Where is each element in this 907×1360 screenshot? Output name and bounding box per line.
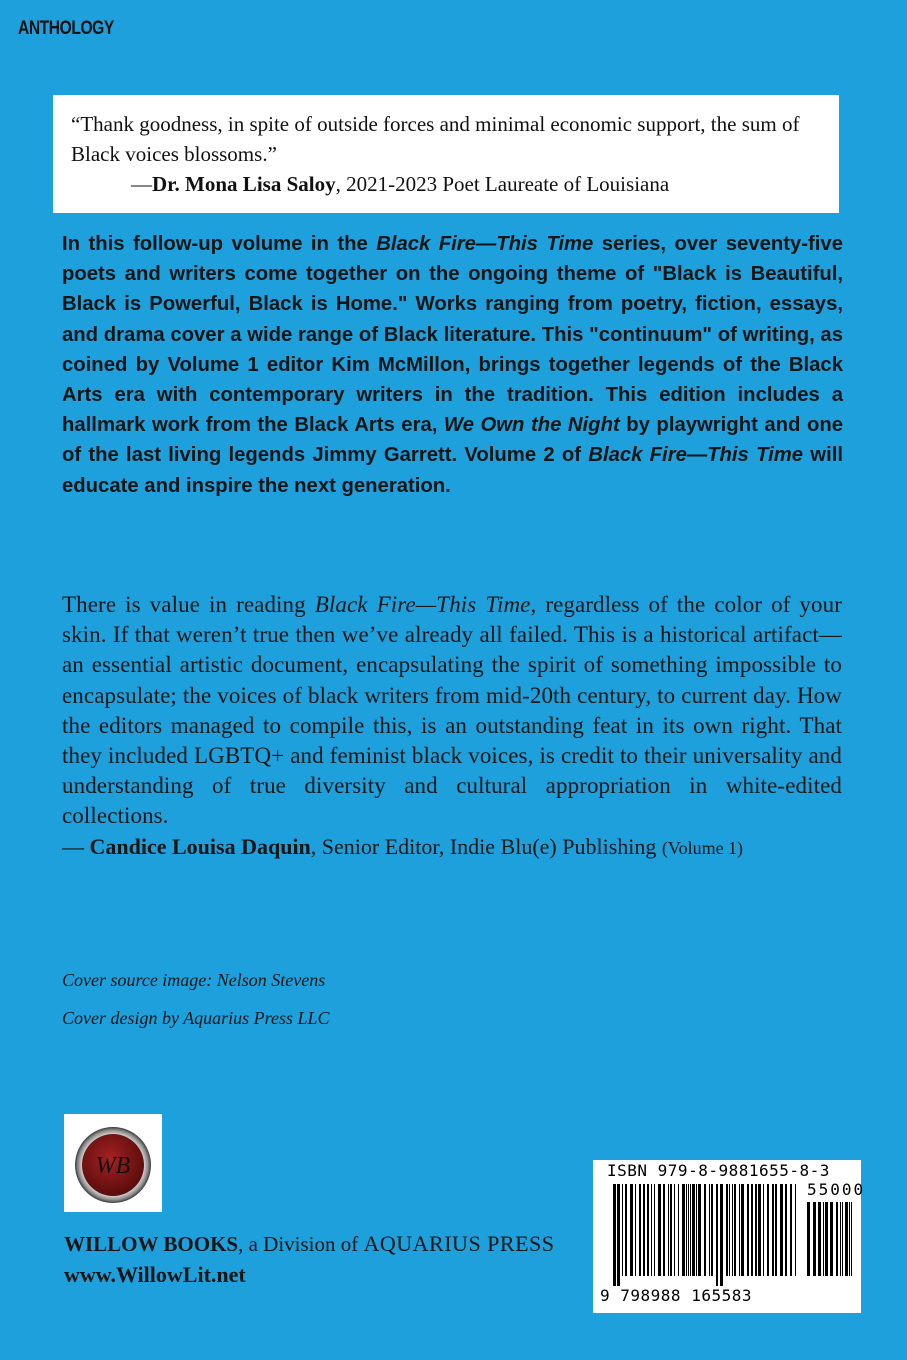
barcode-bar — [670, 1184, 672, 1276]
barcode-bar — [840, 1202, 841, 1276]
barcode-bar — [818, 1202, 821, 1276]
barcode-bar — [663, 1184, 665, 1276]
barcode-bar — [639, 1184, 641, 1276]
barcode-bar — [755, 1184, 757, 1276]
barcode-bar — [836, 1202, 838, 1276]
barcode-bar — [709, 1184, 710, 1276]
ean-barcode-bars — [613, 1184, 799, 1286]
isbn-label: ISBN 979-8-9881655-8-3 — [607, 1161, 830, 1180]
barcode-bar — [785, 1184, 787, 1276]
barcode-bar — [772, 1184, 774, 1276]
barcode-bar — [674, 1184, 675, 1276]
logo-monogram: WB — [95, 1153, 131, 1179]
barcode-bar — [726, 1184, 728, 1276]
publisher-logo — [64, 1114, 162, 1212]
barcode-bar — [658, 1184, 661, 1276]
barcode-bar — [704, 1184, 706, 1276]
endorsement-quote-text: “Thank goodness, in spite of outside forces and minimal economic support, the sum of Black voices blossoms.” — [71, 112, 800, 166]
barcode-bar — [647, 1184, 649, 1276]
barcode-bar — [775, 1184, 777, 1276]
barcode-bar — [630, 1184, 633, 1276]
barcode-bar — [716, 1184, 718, 1286]
barcode-bar — [807, 1202, 810, 1276]
barcode-bar — [698, 1184, 701, 1276]
barcode-bar — [739, 1184, 740, 1276]
barcode-bar — [690, 1184, 691, 1276]
review-text: There is value in reading Black Fire—This Time, regardless of the color of your skin. If that weren’t true then we’ve already all failed. This is a historical artifact—an essential artistic document, encapsulating the spirit of something impossible to encapsulate; the voices of black writers from mid-20th century, to current day. How the editors managed to compile this, is an outstanding feat in its own right. That they included LGBTQ+ and feminist black voices, is credit to their universality and understanding of true diversity and cultural appropriation in white-edited collections. — [62, 592, 842, 829]
barcode-bar — [613, 1184, 616, 1286]
willow-books-logo-icon — [64, 1114, 162, 1212]
barcode-bar — [622, 1184, 623, 1276]
barcode-bar — [813, 1202, 816, 1276]
barcode-digits: 9 798988 165583 — [600, 1286, 752, 1305]
barcode-bar — [682, 1184, 685, 1276]
barcode-bar — [780, 1184, 783, 1276]
barcode-bar — [617, 1184, 620, 1286]
publisher-name: WILLOW BOOKS — [64, 1232, 239, 1256]
barcode-bar — [729, 1184, 730, 1276]
cover-design-credit: Cover design by Aquarius Press LLC — [62, 1008, 330, 1028]
barcode-bar — [643, 1184, 645, 1276]
barcode-bar — [678, 1184, 679, 1276]
barcode-bar — [823, 1202, 824, 1276]
barcode-bar — [751, 1184, 753, 1276]
barcode-bar — [734, 1184, 736, 1276]
barcode-bar — [654, 1184, 655, 1276]
price-code: 55000 — [807, 1180, 866, 1199]
barcode-bar — [651, 1184, 652, 1276]
barcode-bar — [625, 1184, 627, 1276]
isbn-barcode — [593, 1160, 866, 1313]
endorsement-attribution: —Dr. Mona Lisa Saloy, 2021-2023 Poet Laureate of Louisiana — [131, 172, 670, 196]
barcode-bar — [830, 1202, 833, 1276]
barcode-bar — [747, 1184, 749, 1276]
barcode-bar — [720, 1184, 723, 1286]
barcode-bar — [842, 1202, 843, 1276]
barcode-bar — [732, 1184, 733, 1276]
barcode-bar — [790, 1184, 792, 1276]
barcode-bar — [635, 1184, 636, 1276]
parent-publisher: AQUARIUS PRESS — [363, 1231, 555, 1256]
addon-barcode-bars — [807, 1202, 855, 1286]
barcode-bar — [767, 1184, 769, 1276]
barcode-bar — [763, 1184, 764, 1276]
barcode-bar — [845, 1202, 848, 1276]
barcode-bar — [688, 1184, 689, 1276]
barcode-bar — [668, 1184, 669, 1276]
book-description: In this follow-up volume in the Black Fire—This Time series, over seventy-five poets and writers come together on the ongoing theme of "Black is Beautiful, Black is Powerful, Black is Home." Works ranging from poetry, fiction, essays, and drama cover a wide range of Black literature. This "continuum" of writing, as coined by Volume 1 editor Kim McMillon, brings together legends of the Black Arts era with contemporary writers in the tradition. This edition includes a hallmark work from the Black Arts era, We Own the Night by playwright and one of the last living legends Jimmy Garrett. Volume 2 of Black Fire—This Time will educate and inspire the next generation. — [62, 233, 843, 497]
publisher-line: WILLOW BOOKS, a Division of AQUARIUS PRESS — [64, 1231, 555, 1256]
barcode-bar — [711, 1184, 713, 1276]
endorsement-quote-box — [53, 95, 839, 213]
barcode-bar — [696, 1184, 697, 1276]
barcode-bar — [825, 1202, 828, 1276]
barcode-bar — [851, 1202, 852, 1276]
endorser-name: Dr. Mona Lisa Saloy — [152, 172, 336, 196]
barcode-bar — [692, 1184, 695, 1276]
review-attribution: — Candice Louisa Daquin, Senior Editor, Indie Blu(e) Publishing (Volume 1) — [62, 834, 744, 859]
barcode-bar — [758, 1184, 761, 1276]
reviewer-name: Candice Louisa Daquin — [89, 834, 311, 859]
genre-label: ANTHOLOGY — [18, 18, 114, 39]
publisher-website: www.WillowLit.net — [64, 1262, 246, 1287]
barcode-bar — [741, 1184, 744, 1276]
cover-source-credit: Cover source image: Nelson Stevens — [62, 970, 326, 990]
barcode-bar — [686, 1184, 687, 1276]
barcode-bar — [849, 1202, 850, 1276]
barcode-bar — [795, 1184, 796, 1276]
